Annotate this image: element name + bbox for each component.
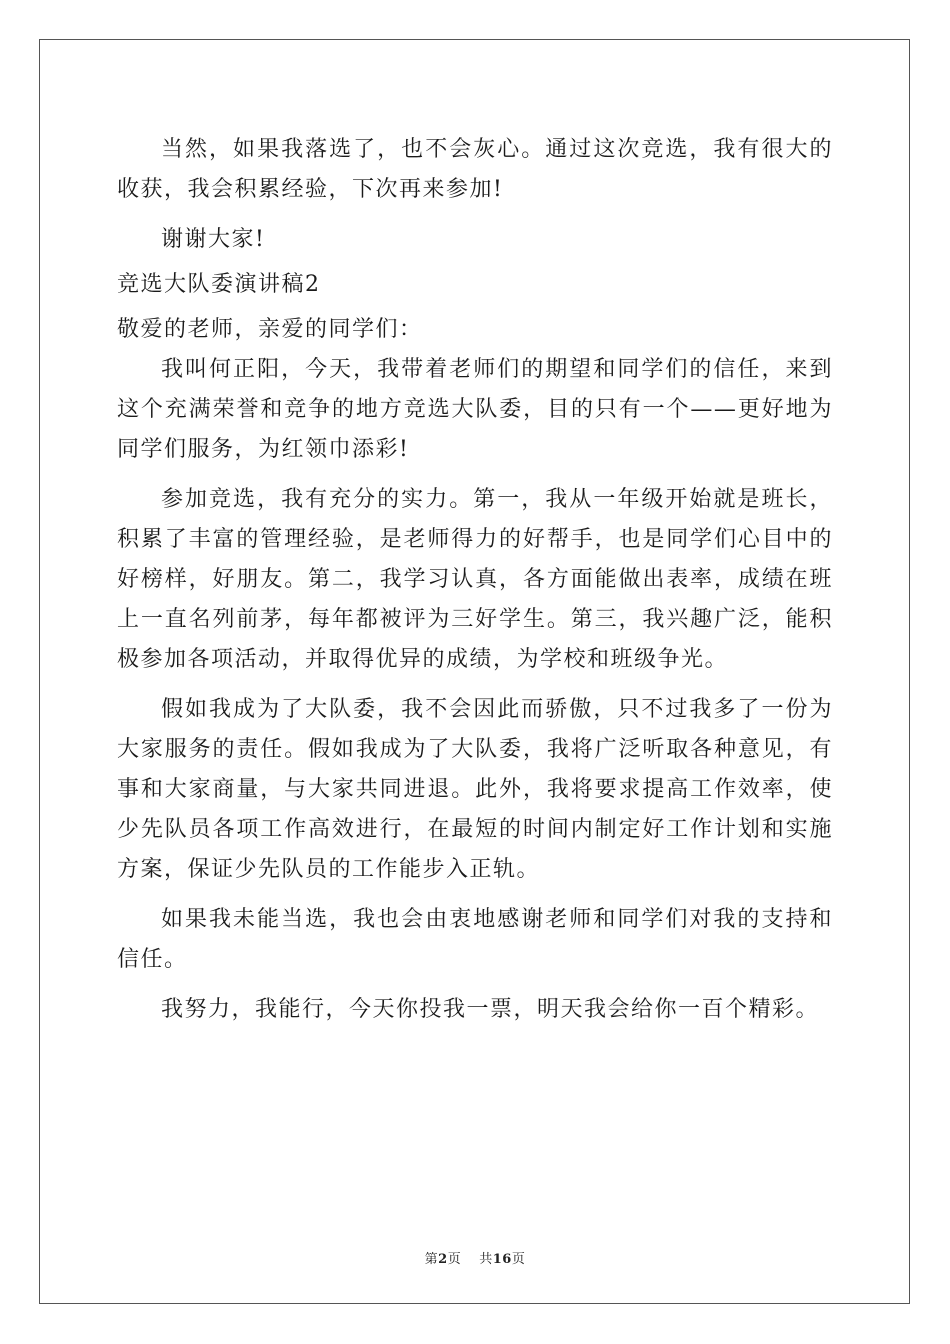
page-number: 2 bbox=[438, 1252, 448, 1267]
paragraph-plans: 假如我成为了大队委，我不会因此而骄傲，只不过我多了一份为大家服务的责任。假如我成为了大队委，我将广泛听取各种意见，有事和大家商量，与大家共同进退。此外，我将要求提高工作效率，使少先队员各项工作高效进行，在最短的时间内制定好工作计划和实施方案，保证少先队员的工作能步入正轨。 bbox=[117, 697, 833, 882]
speech-heading: 竞选大队委演讲稿2 bbox=[117, 272, 321, 297]
total-pages: 16 bbox=[492, 1252, 512, 1267]
paragraph-qualifications: 参加竞选，我有充分的实力。第一，我从一年级开始就是班长，积累了丰富的管理经验，是老师得力的好帮手，也是同学们心目中的好榜样，好朋友。第二，我学习认真，各方面能做出表率，成绩在班上一直名列前茅，每年都被评为三好学生。第三，我兴趣广泛，能积极参加各项活动，并取得优异的成绩，为学校和班级争光。 bbox=[117, 487, 833, 672]
paragraph-final-appeal: 我努力，我能行，今天你投我一票，明天我会给你一百个精彩。 bbox=[161, 997, 820, 1022]
paragraph-if-not-elected: 如果我未能当选，我也会由衷地感谢老师和同学们对我的支持和信任。 bbox=[117, 907, 833, 972]
total-suffix: 页 bbox=[511, 1252, 526, 1267]
total-prefix: 共 bbox=[479, 1252, 493, 1267]
page-footer bbox=[0, 1248, 950, 1267]
document-body bbox=[117, 130, 833, 1030]
paragraph-closing-remark: 当然，如果我落选了，也不会灰心。通过这次竞选，我有很大的收获，我会积累经验，下次再来参加! bbox=[117, 137, 833, 202]
page-prefix: 第 bbox=[424, 1252, 439, 1267]
speech-salutation: 敬爱的老师，亲爱的同学们： bbox=[117, 317, 423, 342]
page-suffix: 页 bbox=[447, 1252, 462, 1267]
paragraph-intro: 我叫何正阳，今天，我带着老师们的期望和同学们的信任，来到这个充满荣誉和竞争的地方竞选大队委，目的只有一个——更好地为同学们服务，为红领巾添彩! bbox=[117, 357, 833, 462]
paragraph-thanks: 谢谢大家! bbox=[161, 227, 266, 252]
